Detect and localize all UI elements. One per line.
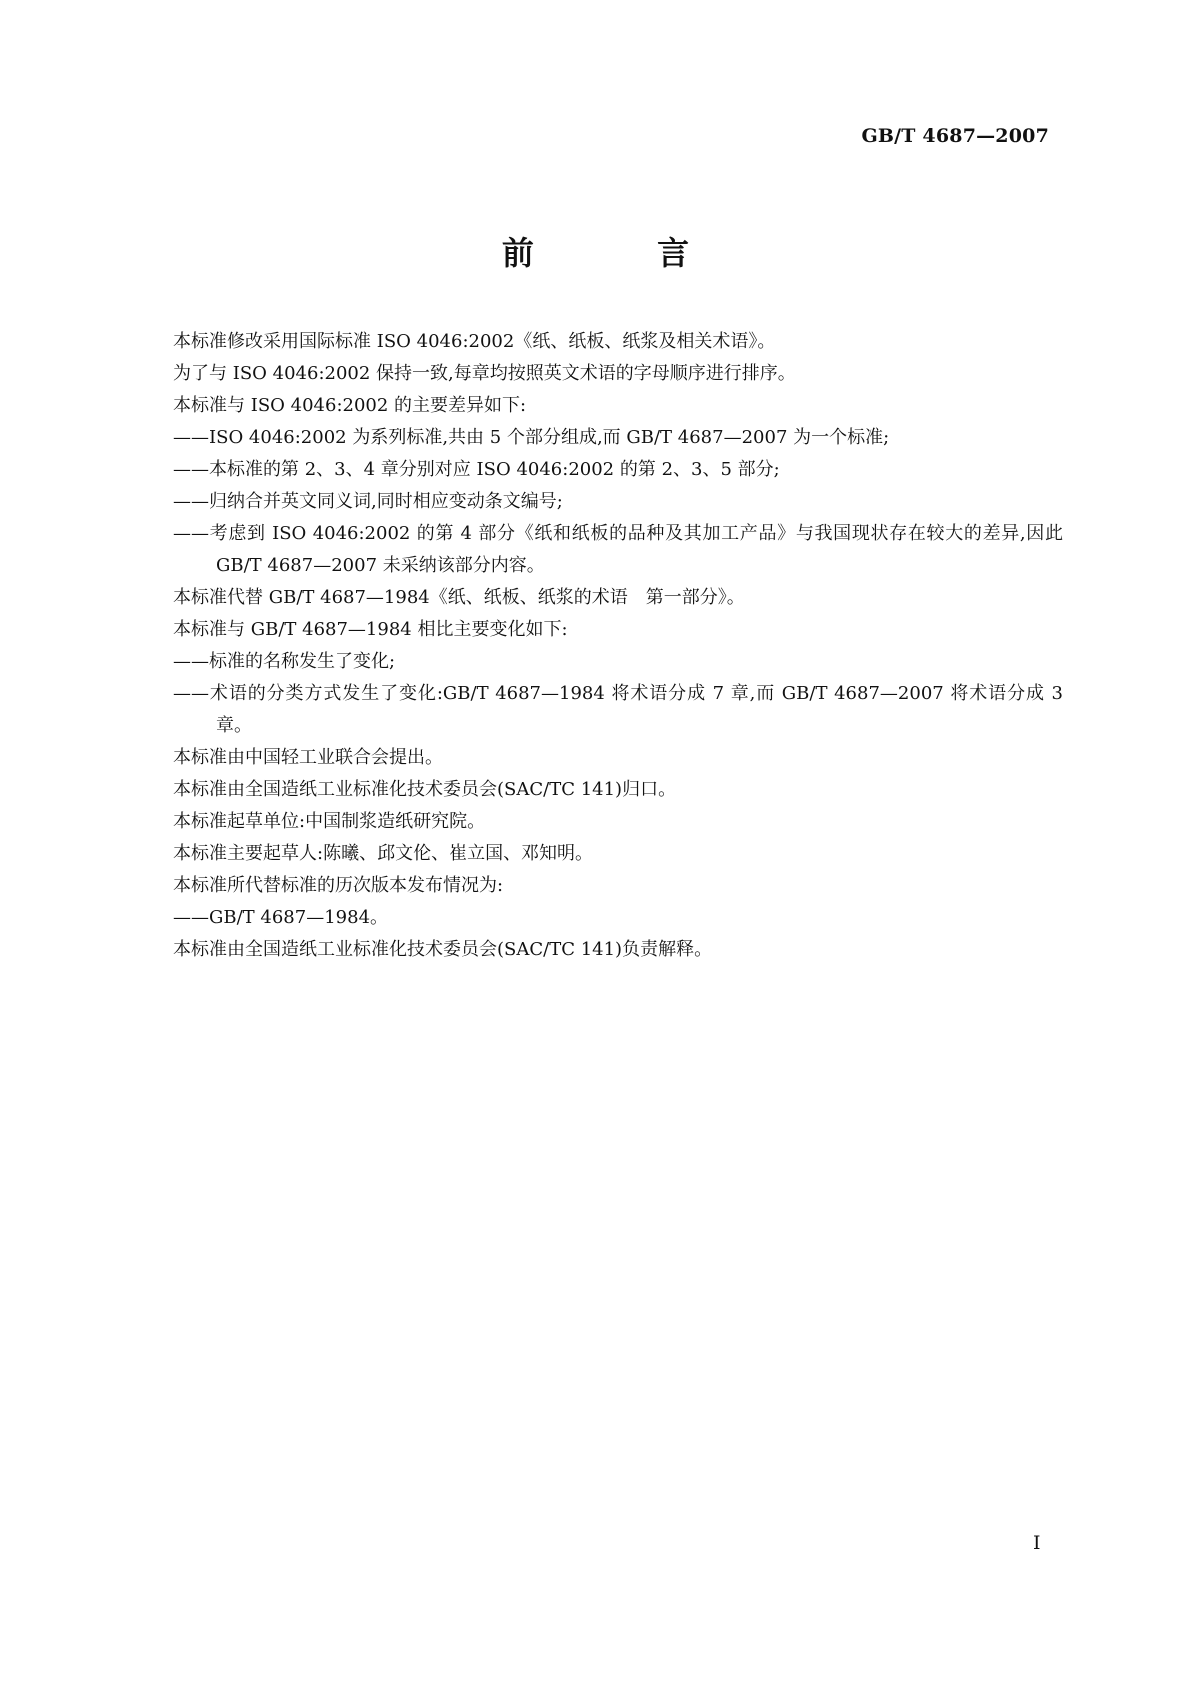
paragraph-ordering: 为了与 ISO 4046:2002 保持一致,每章均按照英文术语的字母顺序进行排序。	[173, 363, 796, 384]
paragraph-drafters: 本标准主要起草人:陈曦、邱文伦、崔立国、邓知明。	[173, 843, 594, 864]
paragraph-changes-intro: 本标准与 GB/T 4687—1984 相比主要变化如下:	[173, 619, 568, 640]
change-item-name: ——标准的名称发生了变化;	[173, 651, 396, 672]
paragraph-history-intro: 本标准所代替标准的历次版本发布情况为:	[173, 875, 504, 896]
paragraph-differences-intro: 本标准与 ISO 4046:2002 的主要差异如下:	[173, 395, 527, 416]
difference-item-synonyms: ——归纳合并英文同义词,同时相应变动条文编号;	[173, 491, 563, 512]
difference-item-chapters: ——本标准的第 2、3、4 章分别对应 ISO 4046:2002 的第 2、3、5 部分;	[173, 459, 780, 480]
change-item-classification: ——术语的分类方式发生了变化:GB/T 4687—1984 将术语分成 7 章,而 GB/T 4687—2007 将术语分成 3 章。	[173, 683, 1063, 736]
difference-item-part4: ——考虑到 ISO 4046:2002 的第 4 部分《纸和纸板的品种及其加工产品》与我国现状存在较大的差异,因此 GB/T 4687—2007 未采纳该部分内容。	[173, 523, 1063, 576]
paragraph-adoption: 本标准修改采用国际标准 ISO 4046:2002《纸、纸板、纸浆及相关术语》。	[173, 331, 776, 352]
foreword-body	[173, 326, 1063, 966]
paragraph-replaces: 本标准代替 GB/T 4687—1984《纸、纸板、纸浆的术语 第一部分》。	[173, 587, 745, 608]
paragraph-interpretation: 本标准由全国造纸工业标准化技术委员会(SAC/TC 141)负责解释。	[173, 939, 713, 960]
paragraph-centralized-by: 本标准由全国造纸工业标准化技术委员会(SAC/TC 141)归口。	[173, 779, 677, 800]
history-item-1984: ——GB/T 4687—1984。	[173, 907, 389, 928]
page-title: 前 言	[501, 234, 746, 272]
page-number: I	[1033, 1532, 1041, 1554]
difference-item-series: ——ISO 4046:2002 为系列标准,共由 5 个部分组成,而 GB/T 4687—2007 为一个标准;	[173, 427, 890, 448]
paragraph-proposed-by: 本标准由中国轻工业联合会提出。	[173, 747, 443, 768]
standard-number: GB/T 4687—2007	[861, 125, 1049, 147]
paragraph-drafting-unit: 本标准起草单位:中国制浆造纸研究院。	[173, 811, 486, 832]
